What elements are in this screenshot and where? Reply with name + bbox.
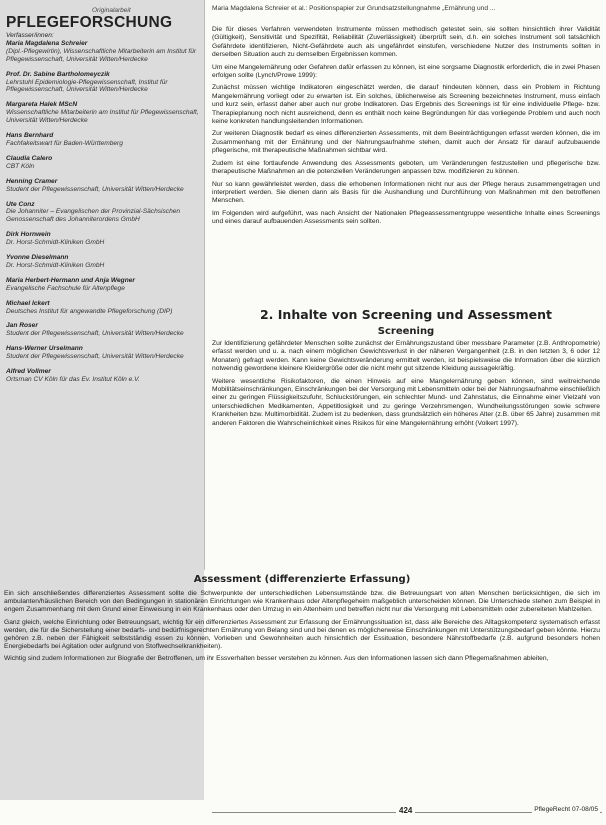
column-divider xyxy=(204,0,205,570)
authors-heading: Verfasser/innen: xyxy=(6,32,54,39)
page-footer xyxy=(0,806,606,822)
screening-paragraph: Weitere wesentliche Risikofaktoren, die einen Hinweis auf eine Mangelernährung geben können, sind weitreichende Mobilitätseinschränkungen, Einschränkungen bei der Versorgung mit Lebensmitteln oder bei der Nahrungsaufnahme einschließlich einer zu geringen Flüssigkeitszufuhr, Schluckstörungen, ein schlechter Mund- und Zahnstatus, die Einnahme einer Vielzahl von unterschiedlichen Medikamenten, Appetitlosigkeit und zu geringe Verzehrsmengen, Wundheilungsstörungen sowie schwere Krankheiten bzw. Multimorbidität. Zudem ist zu bedenken, dass grundsätzlich ein höheres Alter (z.B. über 65 Jahre) zusammen mit anderen Faktoren die Wahrscheinlichkeit eines Risikos für eine Mangelernährung erhöht (Volkert 1997). xyxy=(212,377,600,427)
body-paragraph: Zur weiteren Diagnostik bedarf es eines differenzierten Assessments, mit dem Beeinträchtigungen erfasst werden können, die im Zusammenhang mit der Ernährung und der Nahrungsaufnahme stehen, damit auch der Ansatz für darauf aufzubauende pflegerische, mit therapeutische Maßnahmen sichtbar wird. xyxy=(212,130,600,155)
author-entry xyxy=(6,231,202,247)
author-name: Michael Ickert xyxy=(6,299,50,307)
author-affiliation: Lehrstuhl Epidemiologie-Pflegewissenschaft, Institut für Pflegewissenschaft, Universität Witten/Herdecke xyxy=(6,78,168,94)
body-paragraph: Um eine Mangelernährung oder Gefahren dafür erfassen zu können, ist eine sorgsame Diagnostik erforderlich, die in zwei Phasen erfolgen sollte (Lynch/Prowe 1999): xyxy=(212,63,600,80)
author-name: Prof. Dr. Sabine Bartholomeyczik xyxy=(6,70,110,78)
author-entry xyxy=(6,132,202,148)
author-affiliation: (Dipl.-Pflegewirtin), Wissenschaftliche Mitarbeiterin am Institut für Pflegewissenschaft, Universität Witten/Herdecke xyxy=(6,47,197,63)
author-entry xyxy=(6,101,202,125)
author-name: Jan Roser xyxy=(6,322,38,330)
author-affiliation: Deutsches Institut für angewandte Pflegeforschung (DIP) xyxy=(6,307,173,315)
author-affiliation: Fachfakeitswart für Baden-Württemberg xyxy=(6,139,123,147)
author-entry xyxy=(6,71,202,95)
assessment-paragraph: Ganz gleich, welche Einrichtung oder Betreuungsart, wichtig für ein differenziertes Assessment zur Erfassung der Ernährungssituation ist, dass alle Bereiche des Alltagskompetenz systematisch erfasst werden, die für die Sicherstellung einer bedarfs- und bedürfnisgerechten Ernährung von Belang sind und bei denen es möglicherweise Einschränkungen mit Unterstützungsbedarf geben könnte. Hierzu gehören z.B. neben der Fähigkeit selbstständig essen zu können, Vorlieben und Gewohnheiten auch hinsichtlich der Essituation, besondere Nährstoffbedarfe (z.B. aufgrund besonders hohen Energiebedarfs bei Agitation oder aufgrund von Stoffwechselkrankheiten). xyxy=(4,618,600,651)
screening-text xyxy=(212,340,600,432)
assessment-text xyxy=(4,590,600,668)
author-entry xyxy=(6,155,202,171)
author-name: Hans-Werner Urselmann xyxy=(6,345,83,353)
subheading-assessment: Assessment (differenzierte Erfassung) xyxy=(193,574,411,585)
author-affiliation: Student der Pflegewissenschaft, Universität Witten/Herdecke xyxy=(6,185,184,193)
assessment-paragraph: Wichtig sind zudem Informationen zur Biografie der Betroffenen, um ihr Essverhalten besser verstehen zu können. Aus den Informationen lassen sich dann Pflegemaßnahmen ableiten, xyxy=(4,655,549,663)
author-entry xyxy=(6,345,202,361)
body-paragraph: Zunächst müssen wichtige Indikatoren eingeschätzt werden, die darauf hindeuten können, dass ein Problem in Richtung Mangelernährung vorliegt oder zu erwarten ist. Ein solches, üblicherweise als Screening bezeichnetes Instrument, muss einfach und kurz sein, erfasst daher aber auch nur grobe Indikatoren. Das Ergebnis des Screenings ist für eine individuelle Pflege- bzw. Therapieplanung noch nicht ausreichend, denn es enthält noch keine Begründungen für das vorliegende Problem und auch noch keine konkreten handlungsleitenden Informationen. xyxy=(212,84,600,126)
logo-subtitle: Originalarbeit xyxy=(92,7,131,14)
author-name: Yvonne Dieselmann xyxy=(6,254,69,262)
author-entry xyxy=(6,277,202,293)
author-affiliation: Ortsrnan CV Köln für das Ev. Institut Köln e.V. xyxy=(6,376,140,383)
author-name: Claudia Calero xyxy=(6,154,53,162)
subheading-screening: Screening xyxy=(377,326,435,337)
author-name: Alfred Vollmer xyxy=(6,368,51,376)
author-entry xyxy=(6,254,202,270)
author-entry xyxy=(6,368,202,384)
author-affiliation: Dr. Horst-Schmidt-Kliniken GmbH xyxy=(6,239,105,247)
author-name: Margareta Halek MScN xyxy=(6,101,78,109)
assessment-paragraph: Ein sich anschließendes differenziertes Assessment sollte die Schwerpunkte der unterschiedlichen Lebensumstände bzw. die Betreuungsart von alten Menschen berücksichtigen, die sich im ambulanten/häuslichen Bereich von den Bedingungen in stationären Einrichtungen wie Krankenhaus oder Altenpflegeheim maßgeblich unterscheiden können. Die Unterschiede stehen zum Beispiel in engem Zusammenhang mit dem Grund einer Einweisung in ein Krankenhaus oder den Umzug in ein Altenheim und betreffen nicht nur die Versorgung mit Lebensmitteln oder zubereiteten Mahlzeiten. xyxy=(4,590,600,614)
body-paragraph: Zudem ist eine fortlaufende Anwendung des Assessments geboten, um Veränderungen festzustellen und pflegerische bzw. therapeutische Maßnahmen an die potenziellen Veränderungen anpassen bzw. modifizieren zu können. xyxy=(212,159,600,176)
author-affiliation: Die Johanniter – Evangelischen der Provinzial-Sächsischen Genossenschaft des Johanniterordens GmbH xyxy=(6,208,181,224)
running-header: Maria Magdalena Schreier et al.: Positionspapier zur Grundsatzstellungnahme „Ernährung und ... xyxy=(212,5,496,12)
body-paragraph: Nur so kann gewährleistet werden, dass die erhobenen Informationen nicht nur aus der Pflege heraus zusammengetragen und interpretiert werden. Sie dienen dann als Basis für die Aushandlung und Durchführung von Maßnahmen mit den betroffenen Menschen. xyxy=(212,180,600,205)
author-entry xyxy=(6,40,202,64)
author-name: Maria Herbert-Hermann und Anja Wegner xyxy=(6,276,135,284)
author-entry xyxy=(6,322,202,338)
author-name: Maria Magdalena Schreier xyxy=(6,39,88,47)
body-paragraph: Im Folgenden wird aufgeführt, was nach Ansicht der Nationalen Pflegeassessmentgruppe wesentliche Inhalte eines Screenings und eines darauf aufbauenden Assessments sein sollten. xyxy=(212,209,600,226)
section-title: 2. Inhalte von Screening und Assessment xyxy=(259,307,553,322)
author-entry xyxy=(6,178,202,194)
issue-label: PflegeRecht 07-08/05 xyxy=(534,806,598,813)
journal-logo xyxy=(4,6,200,32)
author-affiliation: Student der Pflegewissenschaft, Universität Witten/Herdecke xyxy=(6,353,184,361)
screening-paragraph: Zur Identifizierung gefährdeter Menschen sollte zunächst der Ernährungszustand über messbare Parameter (z.B. Anthropometrie) erfasst werden und u. a. nach einem möglichen Gewichtsverlust in der näheren Vergangenheit (z.B. in den letzten 3, 6 oder 12 Monaten) gefragt werden. Kann keine Gewichtsveränderung ermittelt werden, ist beispielsweise die Information über die kürzlich notwendig gewordene kleinere Kleidergröße oder die nicht mehr gut sitzende Kleidung aussagekräftig. xyxy=(212,340,600,373)
author-affiliation: Student der Pflegewissenschaft, Universität Witten/Herdecke xyxy=(6,330,184,338)
author-affiliation: Dr. Horst-Schmidt-Kliniken GmbH xyxy=(6,261,105,269)
author-name: Ute Conz xyxy=(6,200,35,208)
author-list xyxy=(6,32,202,384)
author-name: Hans Bernhard xyxy=(6,132,54,140)
author-entry xyxy=(6,201,202,225)
intro-text xyxy=(212,26,600,231)
author-affiliation: CBT Köln xyxy=(6,162,35,170)
author-name: Henning Cramer xyxy=(6,177,58,185)
author-affiliation: Evangelische Fachschule für Altenpflege xyxy=(6,284,125,292)
page-number: 424 xyxy=(396,806,415,815)
author-name: Dirk Hornwein xyxy=(6,231,51,239)
author-entry xyxy=(6,300,202,316)
author-affiliation: Wissenschaftliche Mitarbeiterin am Institut für Pflegewissenschaft, Universität Witten/Herdecke xyxy=(6,109,199,125)
body-paragraph: Die für dieses Verfahren verwendeten Instrumente müssen methodisch getestet sein, sie sollten hinsichtlich ihrer Validität (Gültigkeit), Sensitivität und Spezifität, Reliabilität (Zuverlässigkeit) überprüft sein, d.h. ein solches Instrument soll tatsächlich Gefährdete identifizieren, Nicht-Gefährdete auch als ungefährdet einstufen, verschiedene Nutzer des Instruments sollten in derselben Situation auch zu demselben Ergebnissen kommen. xyxy=(212,26,600,59)
logo-title: PFLEGEFORSCHUNG xyxy=(6,14,173,31)
